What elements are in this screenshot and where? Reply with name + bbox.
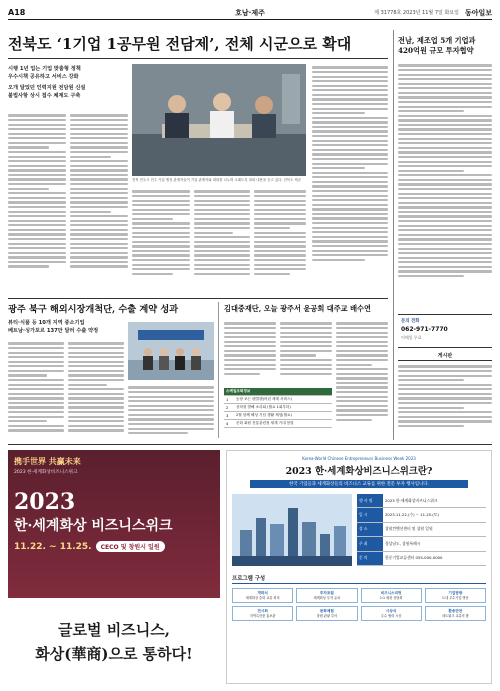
program-item-desc: 우수 협력 시상 bbox=[380, 614, 402, 618]
kim-body-col-1 bbox=[224, 320, 276, 382]
gwangju-body-col-1 bbox=[8, 340, 64, 440]
info-value: 2023 한·세계화상비즈니스위크 bbox=[383, 494, 486, 508]
ad-date-venue bbox=[14, 541, 214, 552]
ad-subtag: 2023 한·세계화상비즈니스위크 bbox=[14, 470, 78, 475]
program-item bbox=[232, 606, 293, 621]
main-body-col-3 bbox=[132, 188, 190, 288]
ad-right-title: 2023 한·세계화상비즈니스위크란? bbox=[285, 466, 433, 477]
ad-event-year: 2023 bbox=[14, 489, 76, 515]
info-key: 문 의 bbox=[357, 551, 383, 565]
event-ad-right bbox=[226, 450, 492, 684]
photo-caption: 전북 전주시 전주 기업 행정 관계자들이 기업 관계자와 대화를 나누며 오래도록 대화 내용을 듣고 있다. 전북도 제공 bbox=[132, 178, 301, 182]
table-cell: 3 bbox=[224, 412, 234, 420]
table-cell: 농장 보는 팬클랜(어린 세계 서비스) bbox=[234, 396, 332, 404]
subhead: 오개 달었던 인력지원 전담원 신설 bbox=[8, 85, 86, 92]
info-value: 창원컨벤션센터 및 창원 일원 bbox=[383, 522, 486, 536]
event-ad-left bbox=[8, 450, 220, 684]
newspaper-logo: 동아일보 bbox=[464, 7, 492, 17]
schedule-table-box bbox=[224, 388, 332, 428]
table-cell: 2월 함께 해성 기념 생활 체험(월요) bbox=[234, 412, 332, 420]
program-item bbox=[296, 588, 357, 603]
table-row bbox=[357, 508, 486, 522]
info-key: 일 시 bbox=[357, 508, 383, 522]
subhead: 불법사항 상시 접수 체계도 구축 bbox=[8, 92, 81, 99]
subhead: 우수시책 공유하고 서비스 강화 bbox=[8, 73, 79, 80]
program-item-desc: 창원 관광 투어 bbox=[316, 614, 338, 618]
program-item-desc: 세계화상 투자 유치 bbox=[313, 595, 341, 600]
main-body-col-5 bbox=[254, 188, 306, 288]
table-row bbox=[224, 396, 332, 404]
subhead: 뷰티·식품 등 10개 지역 중소기업 bbox=[8, 320, 85, 326]
program-item-title: 환송만찬 bbox=[448, 609, 463, 614]
gwangju-headline: 광주 북구 해외시장개척단, 수출 계약 성과 bbox=[8, 304, 179, 315]
ad-slogan-line-1: 글로벌 비즈니스, bbox=[58, 620, 170, 639]
program-item-desc: 도내 우수기업 방문 bbox=[442, 595, 469, 600]
program-grid bbox=[232, 588, 486, 621]
gwangju-body-col-2 bbox=[68, 340, 124, 440]
program-item bbox=[361, 588, 422, 603]
program-item bbox=[361, 606, 422, 621]
main-body-col-1 bbox=[8, 112, 66, 287]
info-value: 한중기업교류센터 055-000-0000 bbox=[383, 551, 486, 565]
right-headline-line-2: 420억원 규모 투자협약 bbox=[398, 46, 474, 56]
gwangju-photo bbox=[128, 322, 214, 380]
program-item-title: 비즈니스미팅 bbox=[380, 591, 402, 595]
right-headline bbox=[398, 36, 492, 56]
main-body-col-2 bbox=[70, 112, 128, 287]
program-item-title: 문화체험 bbox=[319, 609, 334, 614]
ad-event-title: 한·세계화상 비즈니스위크 bbox=[14, 518, 173, 534]
contact-sub: 이메일 무료 bbox=[401, 335, 422, 340]
ad-info-table bbox=[357, 494, 486, 566]
city-skyline-icon bbox=[232, 494, 352, 566]
program-item-title: 시상식 bbox=[385, 609, 397, 614]
info-key: 장 소 bbox=[357, 522, 383, 536]
table-row bbox=[224, 412, 332, 420]
table-row bbox=[224, 388, 332, 396]
group-photo-illustration bbox=[128, 322, 214, 380]
right-headline-line-1: 전남, 제조업 5개 기업과 bbox=[398, 36, 476, 45]
contact-box bbox=[398, 314, 492, 348]
program-item bbox=[232, 588, 293, 603]
kim-body-col-2 bbox=[280, 320, 332, 382]
program-item-desc: 세계화상 중화 교류 회의 bbox=[245, 595, 280, 600]
table-cell: 상하청 발해 소리와 (월요 1회부터) bbox=[234, 404, 332, 412]
gwangju-subheads bbox=[8, 320, 128, 335]
contact-label: 문의 전화 bbox=[401, 319, 420, 324]
section-title: 호남·제주 bbox=[235, 8, 265, 17]
program-title: 프로그램 구성 bbox=[232, 574, 486, 584]
notice-board bbox=[398, 352, 492, 438]
notice-title: 게시판 bbox=[398, 352, 492, 361]
table-row bbox=[357, 494, 486, 508]
table-row bbox=[357, 551, 486, 565]
info-key: 행 사 명 bbox=[357, 494, 383, 508]
meeting-scene-illustration bbox=[132, 64, 306, 176]
main-body-col-6 bbox=[312, 64, 388, 288]
ad-eng-title: Korea-World Chinese Entrepreneurs Business Week 2023 bbox=[302, 456, 416, 461]
ad-slogan-panel bbox=[8, 598, 220, 684]
program-item-desc: 지역특산품 홍보관 bbox=[249, 614, 276, 618]
subhead: 시행 1년 업는 기업 맞춤형 정책 bbox=[8, 66, 81, 72]
ad-city-illustration bbox=[232, 494, 352, 566]
program-item bbox=[425, 606, 486, 621]
kim-headline: 김대중재단, 오늘 광주서 윤공회 대주교 배수연 bbox=[224, 304, 371, 313]
program-item-title: 기업탐방 bbox=[448, 591, 463, 595]
right-body bbox=[398, 62, 492, 308]
subhead: 베트남·싱가포르 137만 달러 수출 약정 bbox=[8, 327, 99, 334]
program-item-desc: 네트워크 교류의 밤 bbox=[442, 614, 469, 618]
ad-dates: 11.22. ~ 11.25. bbox=[14, 541, 92, 552]
kim-body-col-3 bbox=[336, 320, 388, 438]
main-headline: 전북도 ‘1기업 1공무원 전담제’, 전체 시군으로 확대 bbox=[8, 35, 352, 53]
table-row bbox=[224, 404, 332, 412]
main-photo bbox=[132, 64, 306, 176]
program-item-title: 전시회 bbox=[257, 609, 268, 614]
info-key: 주 최 bbox=[357, 537, 383, 551]
contact-phone: 062-971-7770 bbox=[401, 326, 448, 333]
gwangju-body-col-3 bbox=[128, 384, 214, 440]
info-value: 경상남도, 창원특례시 bbox=[383, 537, 486, 551]
program-item-desc: 1:1 매칭 상담회 bbox=[379, 595, 403, 600]
page-header bbox=[8, 6, 492, 20]
schedule-table bbox=[224, 388, 332, 428]
ad-venue-badge: CECO 및 창원시 일원 bbox=[96, 541, 165, 552]
table-header: 스케일조회정보 bbox=[224, 388, 332, 396]
program-item bbox=[296, 606, 357, 621]
ad-tagline: 携手世界 共赢未来 bbox=[14, 457, 81, 466]
program-item-title: 개막식 bbox=[257, 591, 268, 595]
info-value: 2023.11.22.(수) ~ 11.25.(토) bbox=[383, 508, 486, 522]
issue-meta: 제 31778호 2023년 11월 7일 화요일 bbox=[374, 10, 459, 16]
program-item-title: 투자포럼 bbox=[319, 591, 334, 595]
ad-right-desc: 한국 기업들과 세계화상들의 비즈니스 교류를 위한 전문 투자 행사입니다. bbox=[250, 480, 468, 488]
table-row bbox=[357, 537, 486, 551]
table-cell: 1 bbox=[224, 396, 234, 404]
table-row bbox=[224, 420, 332, 428]
table-cell: 4 bbox=[224, 420, 234, 428]
program-item bbox=[425, 588, 486, 603]
page-number: A18 bbox=[8, 8, 26, 17]
main-body-col-4 bbox=[194, 188, 250, 288]
main-subheads bbox=[8, 66, 126, 100]
table-cell: 2 bbox=[224, 404, 234, 412]
ad-slogan-line-2: 화상(華商)으로 통하다! bbox=[35, 644, 193, 663]
ad-info-area bbox=[232, 494, 486, 566]
table-cell: 문화 회원 전통관련정 세계 기대 봄말 bbox=[234, 420, 332, 428]
table-row bbox=[357, 522, 486, 536]
